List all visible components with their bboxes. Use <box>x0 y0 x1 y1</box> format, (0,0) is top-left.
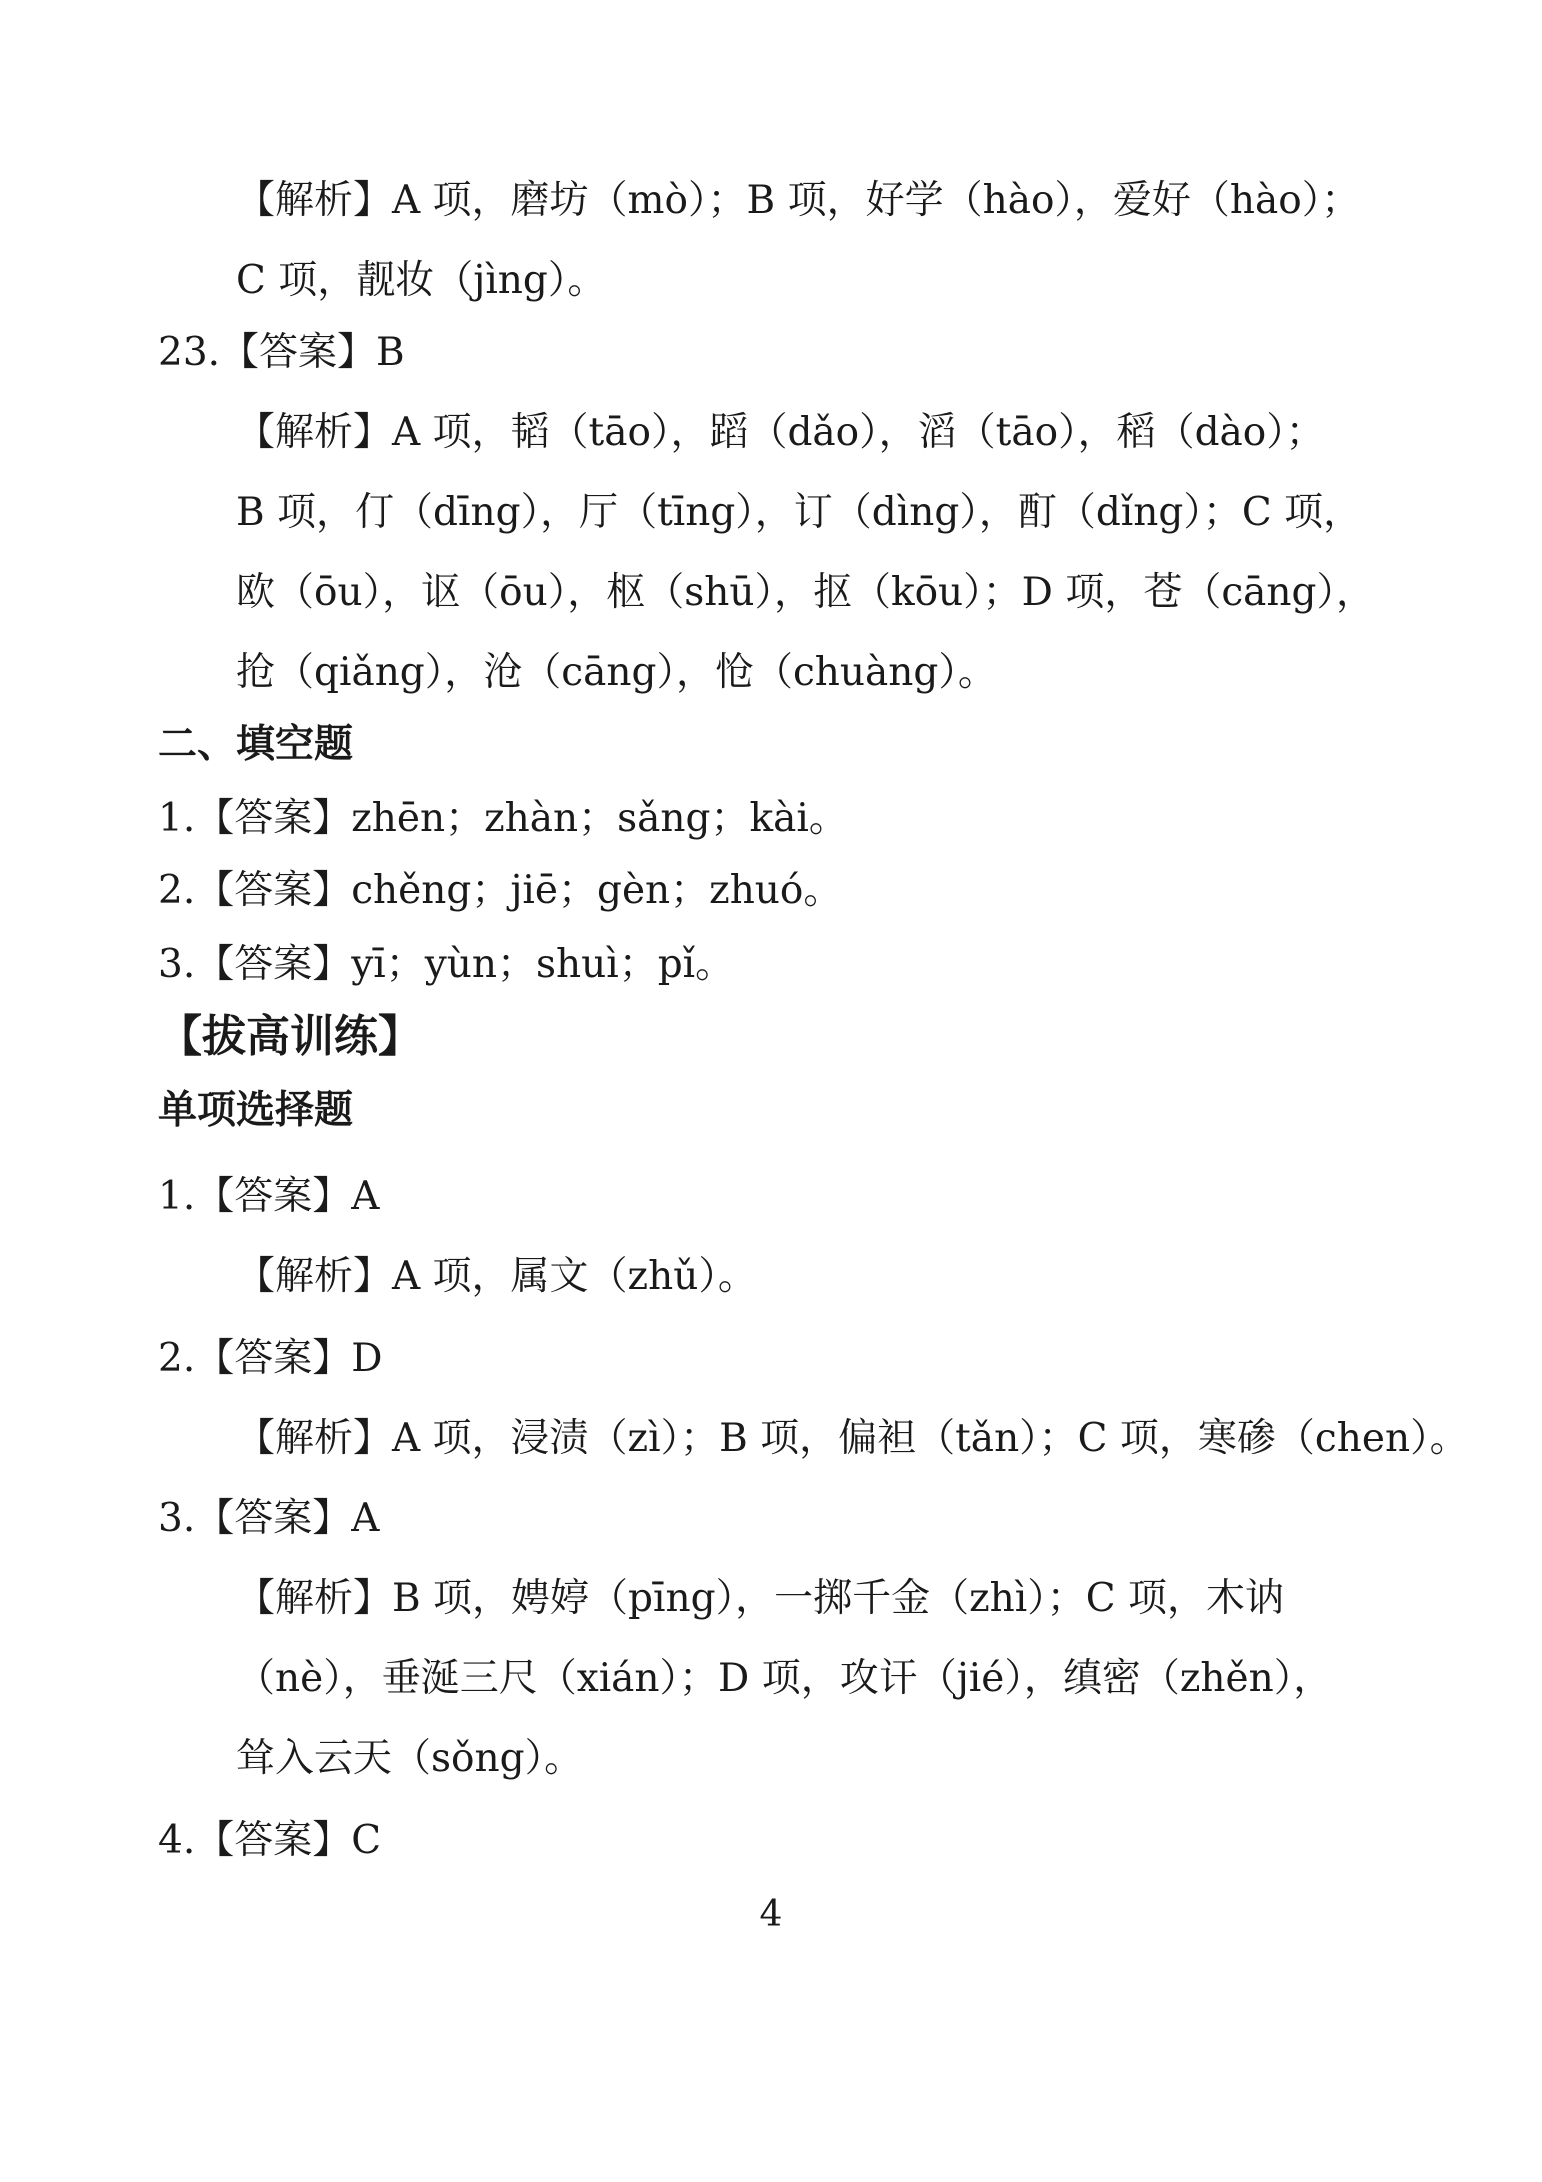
text-line: 2.【答案】chěng；jiē；gèn；zhuó。 <box>158 868 843 913</box>
text-line: 3.【答案】yī；yùn；shuì；pǐ。 <box>158 942 735 987</box>
text-line: 23.【答案】B <box>158 330 405 375</box>
text-line: 【解析】A 项，浸渍（zì）；B 项，偏袒（tǎn）；C 项，寒碜（chen）。 <box>236 1416 1469 1461</box>
section-heading: 【拔高训练】 <box>158 1011 422 1062</box>
page-number: 4 <box>759 1894 783 1935</box>
text-line: C 项，靓妆（jìng）。 <box>236 258 607 303</box>
text-line: 抢（qiǎng），沧（cāng），怆（chuàng）。 <box>236 650 997 695</box>
text-line: 1.【答案】A <box>158 1174 380 1219</box>
text-line: 【解析】B 项，娉婷（pīng），一掷千金（zhì）；C 项，木讷 <box>236 1576 1284 1621</box>
section-heading: 二、填空题 <box>158 722 354 767</box>
text-line: 4.【答案】C <box>158 1818 382 1863</box>
text-line: 【解析】A 项，属文（zhǔ）。 <box>236 1254 757 1299</box>
text-line: 【解析】A 项，韬（tāo），蹈（dǎo），滔（tāo），稻（dào）； <box>236 410 1325 455</box>
text-line: B 项，仃（dīng），厅（tīng），订（dìng），酊（dǐng）；C 项， <box>236 490 1363 535</box>
section-heading: 单项选择题 <box>158 1088 354 1133</box>
text-line: 【解析】A 项，磨坊（mò）；B 项，好学（hào），爱好（hào）； <box>236 178 1361 223</box>
text-line: 2.【答案】D <box>158 1336 383 1381</box>
text-line: 耸入云天（sǒng）。 <box>236 1736 584 1781</box>
text-line: 1.【答案】zhēn；zhàn；sǎng；kài。 <box>158 796 848 841</box>
text-line: 3.【答案】A <box>158 1496 380 1541</box>
text-line: 欧（ōu），讴（ōu），枢（shū），抠（kōu）；D 项，苍（cāng）， <box>236 570 1376 615</box>
text-line: （nè），垂涎三尺（xián）；D 项，攻讦（jié），缜密（zhěn）， <box>236 1656 1333 1701</box>
